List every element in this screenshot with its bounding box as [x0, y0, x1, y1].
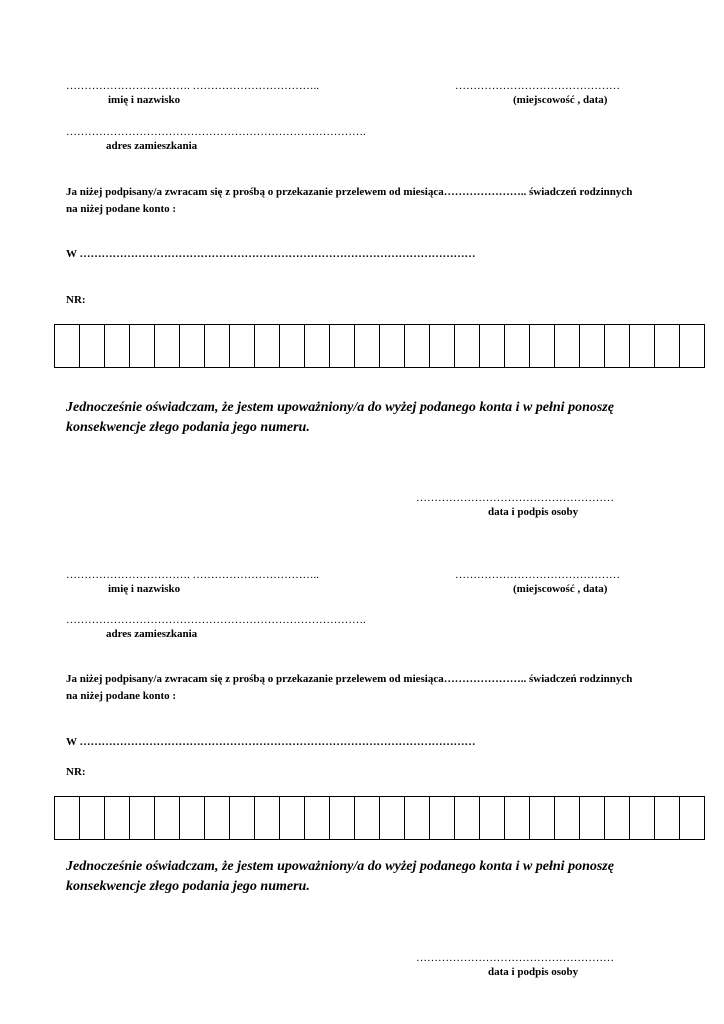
account-digit-box[interactable] — [605, 796, 630, 840]
account-digit-box[interactable] — [530, 324, 555, 368]
account-digit-box[interactable] — [405, 324, 430, 368]
account-digit-box[interactable] — [130, 796, 155, 840]
signature-dotted-line[interactable]: ……………………………………………… — [416, 492, 614, 504]
account-digit-box[interactable] — [105, 796, 130, 840]
account-digit-box[interactable] — [655, 324, 680, 368]
place-date-label: (miejscowość , data) — [513, 583, 608, 595]
address-label: adres zamieszkania — [106, 628, 198, 640]
account-digit-box[interactable] — [305, 324, 330, 368]
nr-label: NR: — [66, 766, 86, 778]
address-dotted-line[interactable]: ………………………………………………………………………. — [66, 614, 366, 626]
account-digit-box[interactable] — [105, 324, 130, 368]
account-digit-box[interactable] — [330, 796, 355, 840]
account-digit-box[interactable] — [230, 324, 255, 368]
account-digit-box[interactable] — [555, 796, 580, 840]
account-digit-box[interactable] — [430, 324, 455, 368]
account-digit-box[interactable] — [205, 324, 230, 368]
statement-text: Jednocześnie oświadczam, że jestem upoważniony/a do wyżej podanego konta i w pełni ponoszę konsekwencje złego podania jego numeru. — [66, 400, 614, 435]
account-digit-box[interactable] — [555, 324, 580, 368]
bank-line[interactable]: W ……………………………………………………………………………………………… — [66, 736, 476, 748]
account-digit-box[interactable] — [380, 796, 405, 840]
bank-line[interactable]: W ……………………………………………………………………………………………… — [66, 248, 476, 260]
account-digit-box[interactable] — [55, 324, 80, 368]
account-digit-box[interactable] — [505, 324, 530, 368]
account-digit-box[interactable] — [280, 796, 305, 840]
account-digit-box[interactable] — [505, 796, 530, 840]
account-digit-box[interactable] — [205, 796, 230, 840]
account-digit-box[interactable] — [630, 796, 655, 840]
account-digit-box[interactable] — [305, 796, 330, 840]
account-digit-box[interactable] — [230, 796, 255, 840]
account-digit-box[interactable] — [605, 324, 630, 368]
nr-label: NR: — [66, 294, 86, 306]
name-dotted-line[interactable]: ……………………………. …………………………….. — [66, 80, 319, 92]
address-label: adres zamieszkania — [106, 140, 198, 152]
account-digit-box[interactable] — [80, 324, 105, 368]
account-digit-box[interactable] — [405, 796, 430, 840]
place-date-dotted-line[interactable]: ……………………………………… — [455, 569, 620, 581]
account-number-grid[interactable] — [54, 796, 705, 840]
account-digit-box[interactable] — [630, 324, 655, 368]
account-digit-box[interactable] — [455, 324, 480, 368]
account-digit-box[interactable] — [580, 324, 605, 368]
name-label: imię i nazwisko — [108, 583, 181, 595]
account-digit-box[interactable] — [280, 324, 305, 368]
request-text: Ja niżej podpisany/a zwracam się z prośbą o przekazanie przelewem od miesiąca………………….. świadczeń rodzinnych na niżej podane konto : — [66, 673, 633, 702]
request-text: Ja niżej podpisany/a zwracam się z prośbą o przekazanie przelewem od miesiąca………………….. świadczeń rodzinnych na niżej podane konto : — [66, 186, 633, 215]
account-digit-box[interactable] — [355, 324, 380, 368]
account-digit-box[interactable] — [155, 796, 180, 840]
name-dotted-line[interactable]: ……………………………. …………………………….. — [66, 569, 319, 581]
statement-text: Jednocześnie oświadczam, że jestem upoważniony/a do wyżej podanego konta i w pełni ponoszę konsekwencje złego podania jego numeru. — [66, 859, 614, 894]
address-dotted-line[interactable]: ………………………………………………………………………. — [66, 126, 366, 138]
account-digit-box[interactable] — [255, 324, 280, 368]
signature-dotted-line[interactable]: ……………………………………………… — [416, 952, 614, 964]
place-date-label: (miejscowość , data) — [513, 94, 608, 106]
account-digit-box[interactable] — [480, 796, 505, 840]
account-digit-box[interactable] — [655, 796, 680, 840]
account-digit-box[interactable] — [330, 324, 355, 368]
name-label: imię i nazwisko — [108, 94, 181, 106]
account-digit-box[interactable] — [255, 796, 280, 840]
account-digit-box[interactable] — [680, 324, 705, 368]
account-digit-box[interactable] — [530, 796, 555, 840]
account-number-grid[interactable] — [54, 324, 705, 368]
account-digit-box[interactable] — [380, 324, 405, 368]
account-digit-box[interactable] — [130, 324, 155, 368]
account-digit-box[interactable] — [355, 796, 380, 840]
account-digit-box[interactable] — [455, 796, 480, 840]
account-digit-box[interactable] — [80, 796, 105, 840]
account-digit-box[interactable] — [580, 796, 605, 840]
signature-label: data i podpis osoby — [488, 506, 579, 518]
signature-label: data i podpis osoby — [488, 966, 579, 978]
account-digit-box[interactable] — [180, 324, 205, 368]
account-digit-box[interactable] — [180, 796, 205, 840]
account-digit-box[interactable] — [680, 796, 705, 840]
account-digit-box[interactable] — [480, 324, 505, 368]
place-date-dotted-line[interactable]: ……………………………………… — [455, 80, 620, 92]
account-digit-box[interactable] — [430, 796, 455, 840]
account-digit-box[interactable] — [155, 324, 180, 368]
account-digit-box[interactable] — [55, 796, 80, 840]
